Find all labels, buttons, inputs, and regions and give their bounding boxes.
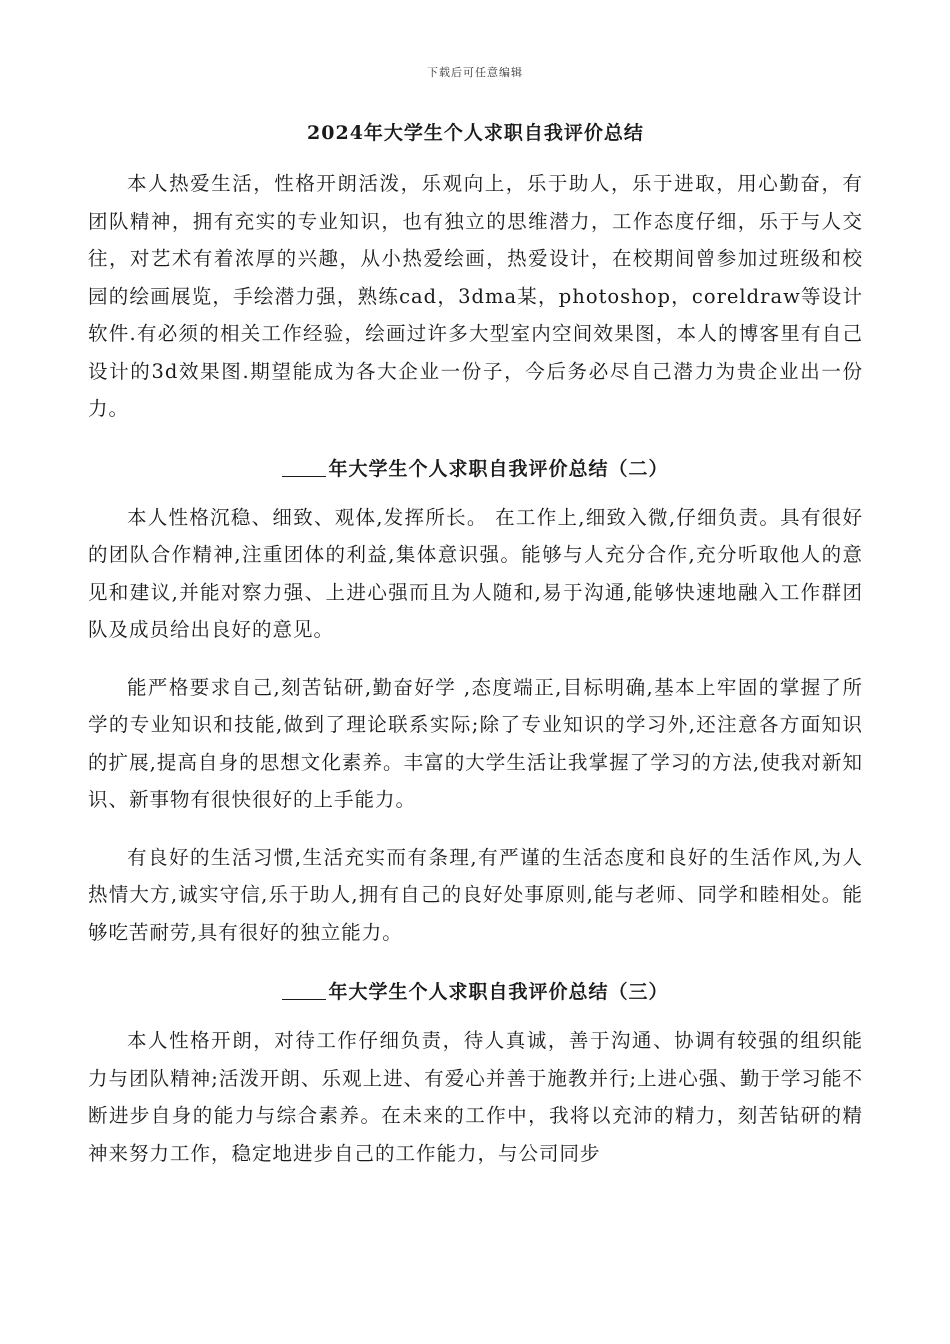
paragraph: 本人性格沉稳、细致、观体,发挥所长。 在工作上,细致入微,仔细负责。具有很好的团队合作精神,注重团体的利益,集体意识强。能够与人充分合作,充分听取他人的意见和建议,并能对察力强、上进心强而且为人随和,易于沟通,能够快速地融入工作群团队及成员给出良好的意见。 xyxy=(88,505,863,641)
section-title-1: 2024年大学生个人求职自我评价总结 xyxy=(307,122,644,144)
paragraph: 能严格要求自己,刻苦钻研,勤奋好学 ,态度端正,目标明确,基本上牢固的掌握了所学的专业知识和技能,做到了理论联系实际;除了专业知识的学习外,还注意各方面知识的扩展,提高自身的思想文化素养。丰富的大学生活让我掌握了学习的方法,使我对新知识、新事物有很快很好的上手能力。 xyxy=(88,675,863,811)
section-title-2-text: 年大学生个人求职自我评价总结（二） xyxy=(328,457,669,480)
paragraph: 本人热爱生活，性格开朗活泼，乐观向上，乐于助人，乐于进取，用心勤奋，有团队精神，拥有充实的专业知识，也有独立的思维潜力，工作态度仔细，乐于与人交往，对艺术有着浓厚的兴趣，从小热爱绘画，热爱设计，在校期间曾参加过班级和校园的绘画展览，手绘潜力强，熟练cad，3dma某，photoshop，coreldraw等设计软件.有必须的相关工作经验，绘画过许多大型室内空间效果图，本人的博客里有自己设计的3d效果图.期望能成为各大企业一份子，今后务必尽自己潜力为贵企业出一份力。 xyxy=(88,172,863,420)
paragraph: 有良好的生活习惯,生活充实而有条理,有严谨的生活态度和良好的生活作风,为人热情大方,诚实守信,乐于助人,拥有自己的良好处事原则,能与老师、同学和睦相处。能够吃苦耐劳,具有很好的独立能力。 xyxy=(88,845,863,944)
paragraph: 本人性格开朗，对待工作仔细负责，待人真诚，善于沟通、协调有较强的组织能力与团队精神;活泼开朗、乐观上进、有爱心并善于施教并行;上进心强、勤于学习能不断进步自身的能力与综合素养。在未来的工作中，我将以充沛的精力，刻苦钻研的精神来努力工作，稳定地进步自己的工作能力，与公司同步 xyxy=(88,1029,863,1165)
section-title-3 xyxy=(88,977,863,1004)
section-title-2 xyxy=(88,454,863,481)
section-title-3-text: 年大学生个人求职自我评价总结（三） xyxy=(328,981,669,1003)
document-body xyxy=(88,118,863,1192)
title-blank-line xyxy=(282,981,326,1000)
title-blank-line xyxy=(282,458,326,477)
header-note: 下载后可任意编辑 xyxy=(427,66,523,79)
